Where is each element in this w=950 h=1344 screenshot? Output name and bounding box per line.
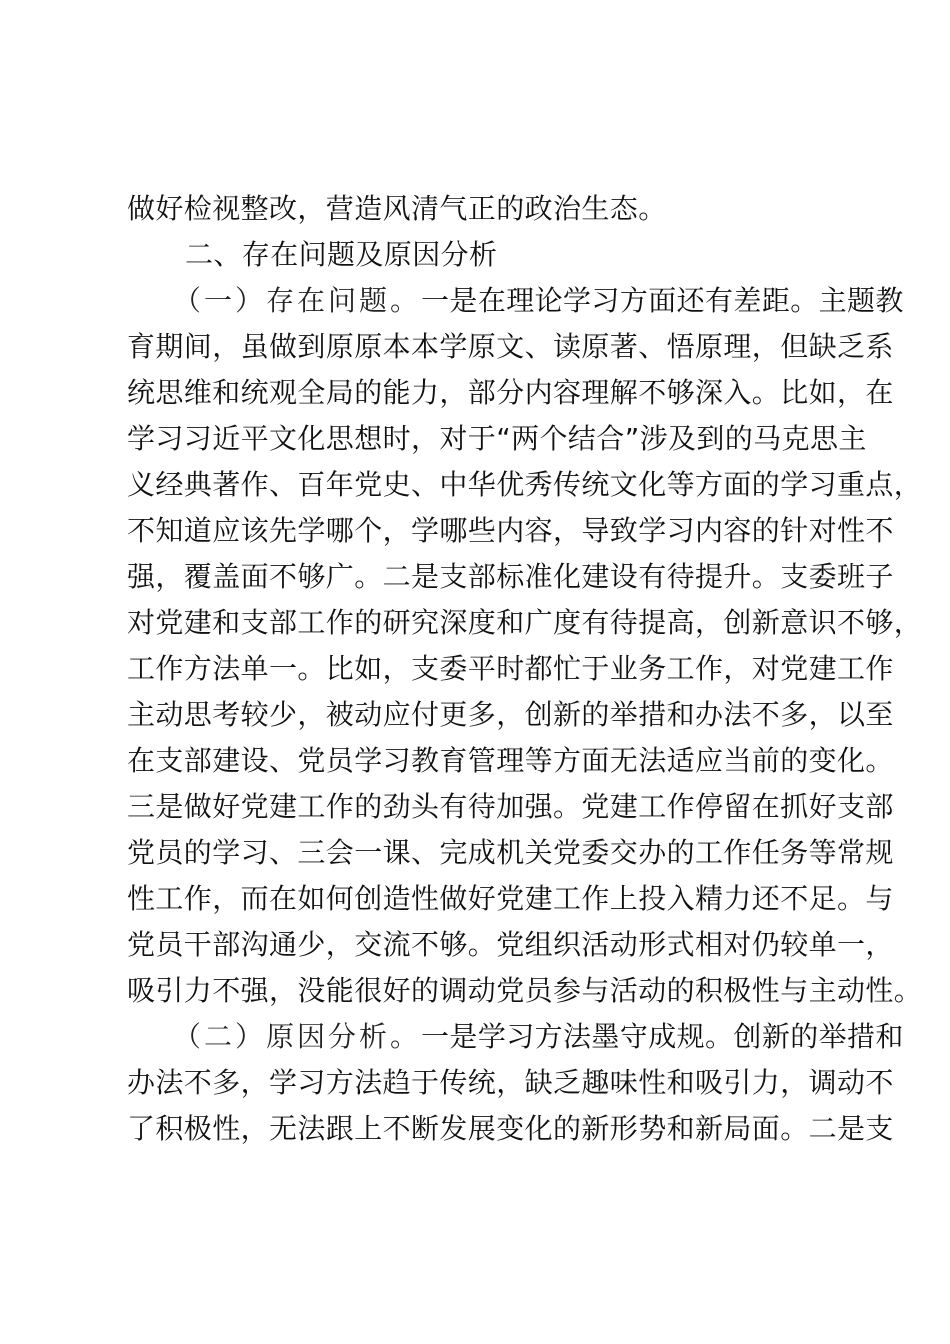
paragraph-line: 不知道应该先学哪个，学哪些内容，导致学习内容的针对性不 (127, 514, 894, 547)
paragraph-line: 三是做好党建工作的劲头有待加强。党建工作停留在抓好支部 (127, 790, 894, 823)
paragraph-line: 统思维和统观全局的能力，部分内容理解不够深入。比如，在 (127, 376, 894, 409)
paragraph-line: 主动思考较少，被动应付更多，创新的举措和办法不多，以至 (127, 698, 894, 731)
paragraph-text: 一是学习方法墨守成规。创新的举措和 (421, 1020, 904, 1053)
paragraph-line: 育期间，虽做到原原本本学原文、读原著、悟原理，但缺乏系 (127, 330, 894, 363)
subsection-heading: （一）存在问题。 (173, 284, 422, 317)
section-heading: 二、存在问题及原因分析 (185, 238, 498, 271)
subsection-heading: （二）原因分析。 (173, 1020, 422, 1053)
document-body (127, 186, 923, 1152)
paragraph-line: 吸引力不强，没能很好的调动党员参与活动的积极性与主动性。 (127, 974, 923, 1007)
paragraph-line: 学习习近平文化思想时，对于“两个结合”涉及到的马克思主 (127, 422, 867, 455)
paragraph-line: 办法不多，学习方法趋于传统，缺乏趣味性和吸引力，调动不 (127, 1066, 894, 1099)
paragraph-line: 对党建和支部工作的研究深度和广度有待提高，创新意识不够， (127, 606, 923, 639)
paragraph-line: 党员干部沟通少，交流不够。党组织活动形式相对仍较单一， (127, 928, 894, 961)
paragraph-line: 工作方法单一。比如，支委平时都忙于业务工作，对党建工作 (127, 652, 894, 685)
paragraph-line: 在支部建设、党员学习教育管理等方面无法适应当前的变化。 (127, 744, 894, 777)
paragraph-line: 性工作，而在如何创造性做好党建工作上投入精力还不足。与 (127, 882, 894, 915)
paragraph-line: 做好检视整改，营造风清气正的政治生态。 (127, 192, 667, 225)
paragraph-line (127, 1014, 904, 1060)
paragraph-line: 了积极性，无法跟上不断发展变化的新形势和新局面。二是支 (127, 1112, 894, 1145)
paragraph-line: 义经典著作、百年党史、中华优秀传统文化等方面的学习重点， (127, 468, 923, 501)
paragraph-line (127, 278, 904, 324)
paragraph-line: 强，覆盖面不够广。二是支部标准化建设有待提升。支委班子 (127, 560, 894, 593)
paragraph-text: 一是在理论学习方面还有差距。主题教 (421, 284, 904, 317)
paragraph-line: 党员的学习、三会一课、完成机关党委交办的工作任务等常规 (127, 836, 894, 869)
